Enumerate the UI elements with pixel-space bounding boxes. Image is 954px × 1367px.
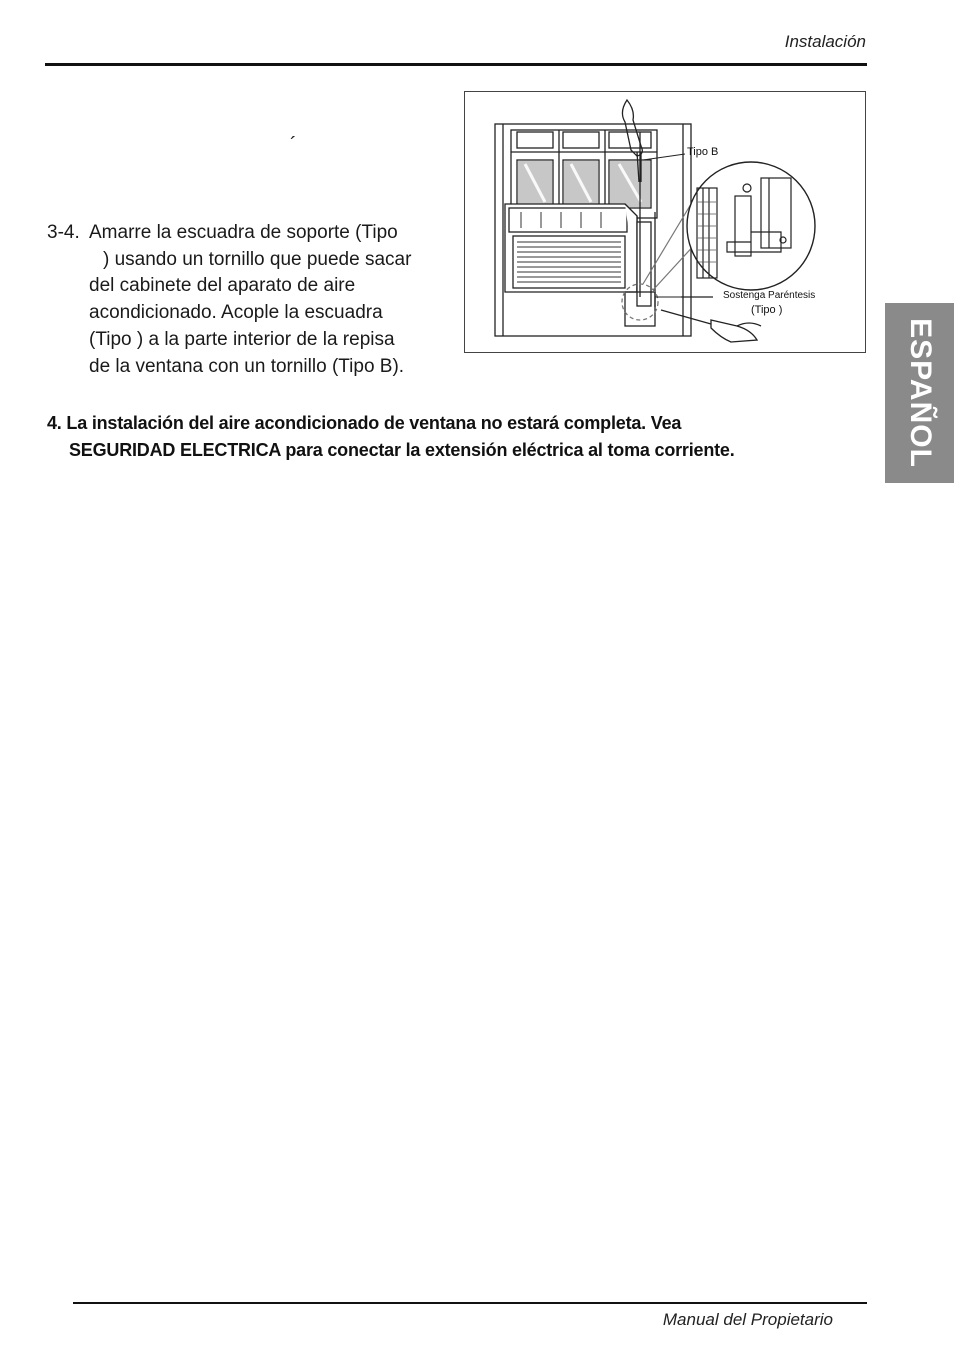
language-tab [885,303,954,483]
step-line-2: ) usando un tornillo que puede sacar [103,248,412,270]
label-bracket-type: (Tipo ) [751,304,783,316]
note-line-2: SEGURIDAD ELECTRICA para conectar la extensión eléctrica al toma corriente. [69,440,735,460]
page-header-title: Instalación [784,32,866,51]
completion-note [47,410,867,464]
step-3-4 [47,220,467,380]
label-support-bracket: Sostenga Paréntesis [723,290,816,301]
step-line-1: Amarre la escuadra de soporte (Tipo [89,222,398,243]
footer-rule [73,1302,867,1304]
note-line-1: 4. La instalación del aire acondicionado de ventana no estará completa. Vea [47,413,682,433]
stray-accent-mark: ´ [290,134,297,156]
step-line-4: acondicionado. Acople la escuadra [89,302,383,324]
label-screw-type-b: Tipo B [687,146,719,158]
installation-figure [464,91,866,353]
step-line-6: de la ventana con un tornillo (Tipo B). [89,355,405,377]
step-line-5: (Tipo ) a la parte interior de la repisa [89,328,395,350]
page-footer-title: Manual del Propietario [662,1310,833,1329]
window-ac-illustration [465,92,865,352]
step-number: 3-4. [47,222,80,243]
language-tab-label: ESPAÑOL [903,318,937,468]
step-line-3: del cabinete del aparato de aire [89,275,356,297]
header-rule [45,63,867,66]
